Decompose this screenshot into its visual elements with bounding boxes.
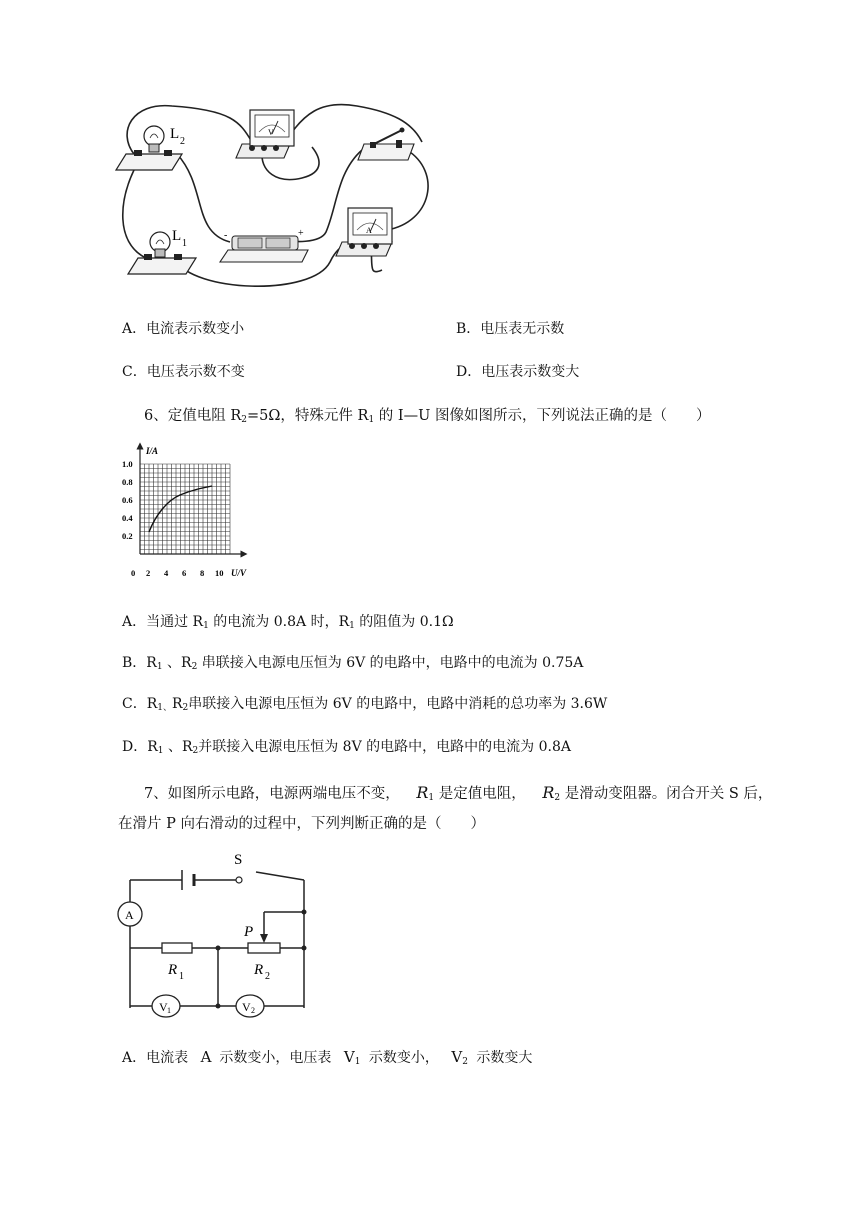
q6-stem: 6、定值电阻 $R_2=5\Omega$，特殊元件 $R_1$ 的 I—U 图像如图所示，下列说法正确的是（ ） <box>144 408 711 425</box>
graph-grid <box>140 464 230 554</box>
y-tick: 0.4 <box>122 513 133 523</box>
x-tick: 0 <box>131 568 136 578</box>
x-axis-label: U/V <box>231 568 247 578</box>
q6-option-d[interactable]: D．$R_1$ 、$R_2$并联接入电源电压恒为 8V 的电路中，电路中的电流为 0.8A <box>122 739 571 756</box>
slider-arrow <box>260 934 268 943</box>
y-tick: 0.8 <box>122 477 133 487</box>
voltmeter-device <box>236 110 294 158</box>
q7-stem-line2: 在滑片 P 向右滑动的过程中，下列判断正确的是（ ） <box>118 816 485 832</box>
x-tick: 8 <box>200 568 205 578</box>
svg-text:2: 2 <box>251 1006 255 1015</box>
x-tick: 2 <box>146 568 151 578</box>
y-tick: 0.6 <box>122 495 133 505</box>
svg-text:1: 1 <box>179 971 184 982</box>
wire <box>387 150 428 230</box>
l1-sub: 1 <box>182 238 187 249</box>
l2-sub: 2 <box>180 136 185 147</box>
x-tick: 4 <box>164 568 169 578</box>
q5-option-d[interactable]: D．电压表示数变大 <box>456 364 580 380</box>
q5-option-a[interactable]: A．电流表示数变小 <box>122 321 245 337</box>
q6-option-a[interactable]: A．当通过 $R_1$ 的电流为 0.8A 时，$R_1$ 的阻值为 0.1Ω <box>122 614 454 631</box>
switch-symbol <box>234 852 242 883</box>
x-tick: 10 <box>215 568 224 578</box>
iu-graph <box>118 440 258 582</box>
circuit-photo-figure <box>112 92 442 302</box>
q6-option-c[interactable]: C．$R_{1、}R_2$串联接入电源电压恒为 6V 的电路中，电路中消耗的总功率为 3.6W <box>122 696 608 713</box>
q5-option-c[interactable]: C．电压表示数不变 <box>122 364 245 380</box>
svg-text:A: A <box>125 908 134 922</box>
bulb-l1 <box>128 228 196 274</box>
q7-stem-line1: 7、如图所示电路，电源两端电压不变， $R_1$ 是定值电阻， $R_2$ 是滑动变阻器。闭合开关 S 后， <box>144 783 773 803</box>
q7-option-a[interactable]: A．电流表 A 示数变小，电压表 $V_1$ 示数变小， $V_2$ 示数变大 <box>122 1048 533 1067</box>
battery-plus: + <box>298 228 304 239</box>
svg-text:2: 2 <box>265 971 270 982</box>
l1-label: L <box>172 228 182 244</box>
q6-option-b[interactable]: B．$R_1$ 、$R_2$ 串联接入电源电压恒为 6V 的电路中，电路中的电流为 0.75A <box>122 655 584 672</box>
wire <box>177 154 230 242</box>
ammeter-symbol <box>118 902 142 926</box>
svg-text:1: 1 <box>167 1006 171 1015</box>
voltmeter-v1-symbol <box>152 995 180 1017</box>
switch-label: S <box>234 852 243 868</box>
x-tick: 6 <box>182 568 187 578</box>
knife-switch <box>358 128 414 161</box>
wire <box>123 164 144 257</box>
battery-minus: - <box>224 230 228 241</box>
y-axis-label: I/A <box>146 446 159 456</box>
resistor-r2 <box>248 943 280 982</box>
battery-holder <box>220 228 308 262</box>
svg-text:V: V <box>242 1000 251 1014</box>
battery-symbol <box>182 870 194 890</box>
voltmeter-letter: V <box>268 128 274 137</box>
bulb-l2 <box>116 126 185 170</box>
y-tick: 1.0 <box>122 459 133 469</box>
ammeter-device <box>336 208 392 256</box>
y-tick: 0.2 <box>122 531 133 541</box>
svg-text:R: R <box>254 962 264 978</box>
slider-label: P <box>244 924 254 940</box>
resistor-r1 <box>162 943 192 982</box>
circuit-diagram <box>116 850 326 1030</box>
svg-text:R: R <box>168 962 178 978</box>
svg-text:V: V <box>159 1000 168 1014</box>
ammeter-letter: A <box>366 226 372 235</box>
q5-option-b[interactable]: B．电压表无示数 <box>456 321 565 337</box>
voltmeter-v2-symbol <box>236 995 264 1017</box>
l2-label: L <box>170 126 180 142</box>
